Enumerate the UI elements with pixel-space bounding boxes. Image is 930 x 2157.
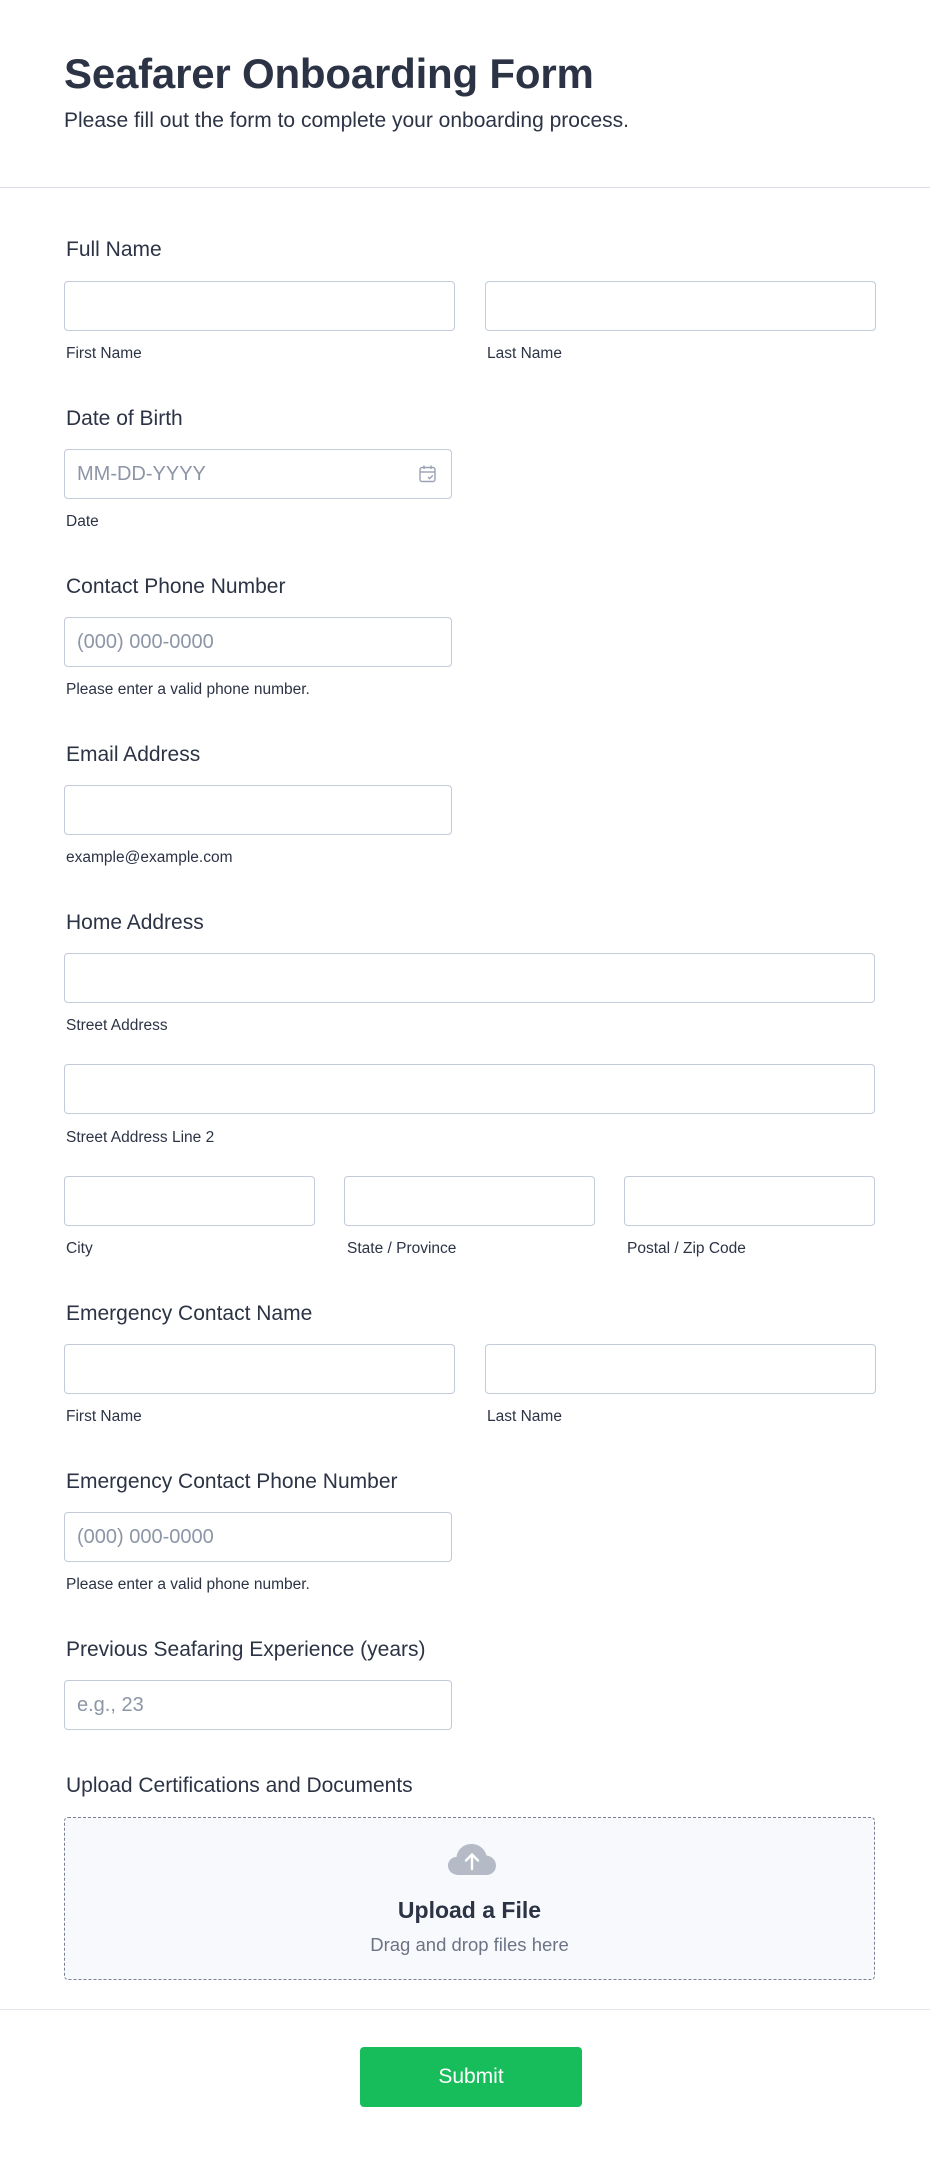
last-name-field[interactable] xyxy=(485,281,876,331)
city-field[interactable] xyxy=(64,1176,315,1226)
full-name-label: Full Name xyxy=(66,238,162,261)
experience-input[interactable] xyxy=(65,1681,451,1729)
phone-sublabel: Please enter a valid phone number. xyxy=(66,681,310,698)
emergency-first-name-sublabel: First Name xyxy=(66,1408,142,1425)
zip-input[interactable] xyxy=(625,1177,874,1225)
email-field[interactable] xyxy=(64,785,452,835)
email-sublabel: example@example.com xyxy=(66,849,233,866)
state-sublabel: State / Province xyxy=(347,1240,457,1257)
first-name-field[interactable] xyxy=(64,281,455,331)
street-address-2-input[interactable] xyxy=(65,1065,874,1113)
street-address-2-sublabel: Street Address Line 2 xyxy=(66,1129,215,1146)
city-input[interactable] xyxy=(65,1177,314,1225)
upload-title: Upload a File xyxy=(397,1897,542,1923)
street-address-sublabel: Street Address xyxy=(66,1017,168,1034)
experience-label: Previous Seafaring Experience (years) xyxy=(66,1638,426,1661)
phone-field[interactable] xyxy=(64,617,452,667)
upload-subtitle: Drag and drop files here xyxy=(370,1934,569,1955)
emergency-first-name-input[interactable] xyxy=(65,1345,454,1393)
submit-button[interactable]: Submit xyxy=(360,2047,582,2107)
emergency-last-name-input[interactable] xyxy=(486,1345,875,1393)
emergency-name-label: Emergency Contact Name xyxy=(66,1302,313,1325)
phone-label: Contact Phone Number xyxy=(66,575,286,598)
dob-sublabel: Date xyxy=(66,513,99,530)
emergency-phone-label: Emergency Contact Phone Number xyxy=(66,1470,398,1493)
zip-sublabel: Postal / Zip Code xyxy=(627,1240,746,1257)
dob-input[interactable] xyxy=(65,450,451,498)
street-address-2-field[interactable] xyxy=(64,1064,875,1114)
dob-field[interactable] xyxy=(64,449,452,499)
page-subtitle: Please fill out the form to complete your onboarding process. xyxy=(64,109,629,132)
form-header xyxy=(0,0,930,188)
street-address-field[interactable] xyxy=(64,953,875,1003)
footer-divider xyxy=(0,2009,930,2010)
page-title: Seafarer Onboarding Form xyxy=(64,50,594,97)
state-input[interactable] xyxy=(345,1177,594,1225)
calendar-icon[interactable] xyxy=(418,464,438,484)
address-label: Home Address xyxy=(66,911,204,934)
emergency-phone-sublabel: Please enter a valid phone number. xyxy=(66,1576,310,1593)
dob-label: Date of Birth xyxy=(66,407,183,430)
last-name-sublabel: Last Name xyxy=(487,345,562,362)
state-field[interactable] xyxy=(344,1176,595,1226)
emergency-phone-input[interactable] xyxy=(65,1513,451,1561)
emergency-last-name-sublabel: Last Name xyxy=(487,1408,562,1425)
phone-input[interactable] xyxy=(65,618,451,666)
cloud-upload-icon xyxy=(447,1842,497,1878)
city-sublabel: City xyxy=(66,1240,93,1257)
street-address-input[interactable] xyxy=(65,954,874,1002)
emergency-phone-field[interactable] xyxy=(64,1512,452,1562)
email-input[interactable] xyxy=(65,786,451,834)
upload-label: Upload Certifications and Documents xyxy=(66,1774,413,1797)
last-name-input[interactable] xyxy=(486,282,875,330)
first-name-input[interactable] xyxy=(65,282,454,330)
email-label: Email Address xyxy=(66,743,201,766)
file-upload-dropzone[interactable] xyxy=(64,1817,875,1980)
experience-field[interactable] xyxy=(64,1680,452,1730)
zip-field[interactable] xyxy=(624,1176,875,1226)
emergency-last-name-field[interactable] xyxy=(485,1344,876,1394)
emergency-first-name-field[interactable] xyxy=(64,1344,455,1394)
first-name-sublabel: First Name xyxy=(66,345,142,362)
